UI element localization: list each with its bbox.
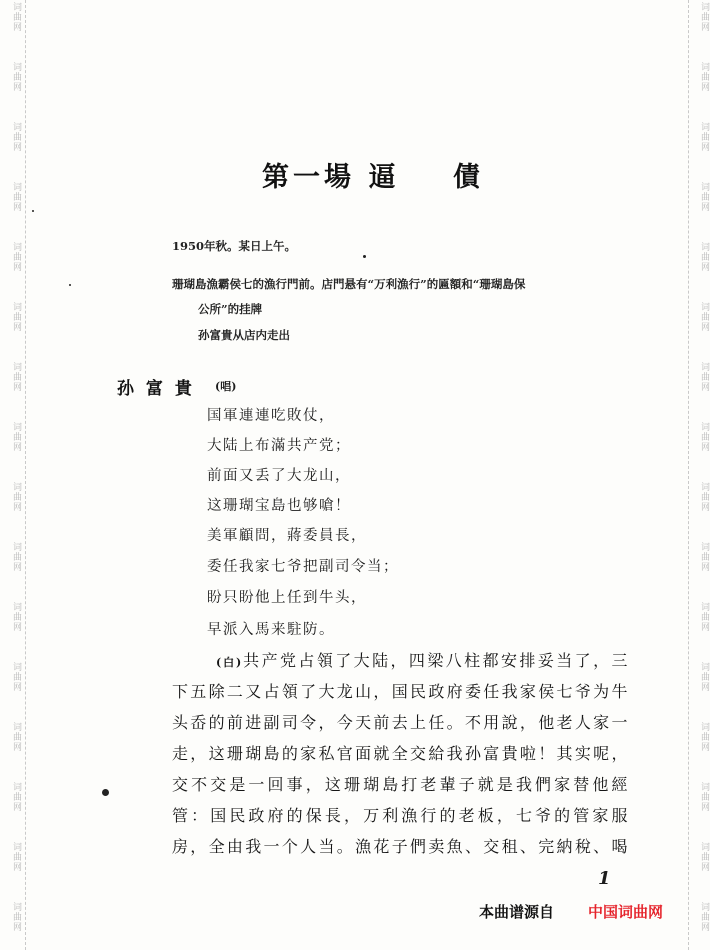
ink-speck	[102, 789, 109, 796]
scene-title: 第一場 逼 債	[262, 162, 484, 193]
stage-direction-entrance: 孙富貴从店内走出	[198, 328, 290, 342]
watermark-stamp: 词曲网	[699, 302, 709, 332]
watermark-stamp: 词曲网	[699, 722, 709, 752]
prose-line-text: 共产党占領了大陆，四梁八柱都安排妥当了，三	[241, 651, 628, 670]
watermark-stamp: 词曲网	[699, 242, 709, 272]
stage-direction-setting: 珊瑚島漁霸侯七的漁行門前。店門悬有“万利漁行”的匾額和“珊瑚島保	[172, 277, 526, 291]
watermark-stamp: 词曲网	[699, 182, 709, 212]
footer-source-label: 本曲谱源自	[479, 903, 555, 921]
watermark-stamp: 词曲网	[699, 422, 709, 452]
left-margin-line	[25, 0, 26, 950]
page-number: 1	[598, 868, 611, 889]
watermark-stamp: 词曲网	[11, 362, 21, 392]
prose-line	[216, 646, 628, 678]
watermark-stamp: 词曲网	[11, 662, 21, 692]
verse-line: 国軍連連吃敗仗，	[207, 408, 335, 424]
watermark-stamp: 词曲网	[11, 422, 21, 452]
prose-line: 交不交是一回事，这珊瑚島打老輩子就是我們家替他經	[172, 775, 628, 794]
watermark-stamp: 词曲网	[699, 122, 709, 152]
watermark-stamp: 词曲网	[11, 122, 21, 152]
prose-line: 管：国民政府的保長，万利漁行的老板，七爷的管家服	[172, 806, 628, 825]
verse-line: 美軍顧問，蔣委員長，	[207, 528, 367, 544]
footer-site-link[interactable]: 中国词曲网	[588, 903, 664, 921]
watermark-stamp: 词曲网	[699, 62, 709, 92]
speech-cue: (白)	[216, 656, 242, 669]
watermark-stamp: 词曲网	[699, 782, 709, 812]
watermark-stamp: 词曲网	[11, 842, 21, 872]
watermark-stamp: 词曲网	[699, 542, 709, 572]
watermark-stamp: 词曲网	[699, 842, 709, 872]
watermark-stamp: 词曲网	[11, 242, 21, 272]
verse-line: 委任我家七爷把副司令当；	[207, 559, 399, 575]
watermark-stamp: 词曲网	[11, 62, 21, 92]
prose-line: 走，这珊瑚島的家私官面就全交給我孙富貴啦！其实呢，	[172, 744, 628, 763]
speaker-name: 孙 富 貴	[117, 379, 195, 399]
sing-cue: (唱)	[215, 380, 237, 393]
stage-direction-setting-cont: 公所”的挂牌	[198, 302, 263, 316]
verse-line: 盼只盼他上任到牛头，	[207, 590, 367, 606]
watermark-stamp: 词曲网	[11, 722, 21, 752]
verse-line: 早派入馬来駐防。	[207, 622, 335, 638]
watermark-stamp: 词曲网	[11, 302, 21, 332]
stage-direction-time: 1950年秋。某日上午。	[172, 239, 297, 253]
ink-speck	[69, 284, 71, 286]
watermark-stamp: 词曲网	[699, 662, 709, 692]
prose-line: 房，全由我一个人当。漁花子們卖魚、交租、完納稅、喝	[172, 837, 628, 856]
watermark-stamp: 词曲网	[11, 902, 21, 932]
left-watermark-column	[4, 0, 22, 950]
watermark-stamp: 词曲网	[699, 2, 709, 32]
ink-speck	[363, 255, 366, 258]
watermark-stamp: 词曲网	[699, 482, 709, 512]
watermark-stamp: 词曲网	[699, 362, 709, 392]
prose-line: 下五除二又占領了大龙山，国民政府委任我家侯七爷为牛	[172, 682, 628, 701]
watermark-stamp: 词曲网	[699, 902, 709, 932]
right-margin-line	[688, 0, 689, 950]
prose-line: 头岙的前进副司令，今天前去上任。不用說，他老人家一	[172, 713, 628, 732]
watermark-stamp: 词曲网	[11, 542, 21, 572]
ink-speck	[32, 210, 34, 212]
watermark-stamp: 词曲网	[699, 602, 709, 632]
verse-line: 大陆上布滿共产党；	[207, 438, 351, 454]
watermark-stamp: 词曲网	[11, 782, 21, 812]
watermark-stamp: 词曲网	[11, 482, 21, 512]
watermark-stamp: 词曲网	[11, 602, 21, 632]
verse-line: 前面又丢了大龙山，	[207, 468, 351, 484]
watermark-stamp: 词曲网	[11, 2, 21, 32]
watermark-stamp: 词曲网	[11, 182, 21, 212]
right-watermark-column	[692, 0, 710, 950]
verse-line: 这珊瑚宝島也够嗆！	[207, 498, 351, 514]
